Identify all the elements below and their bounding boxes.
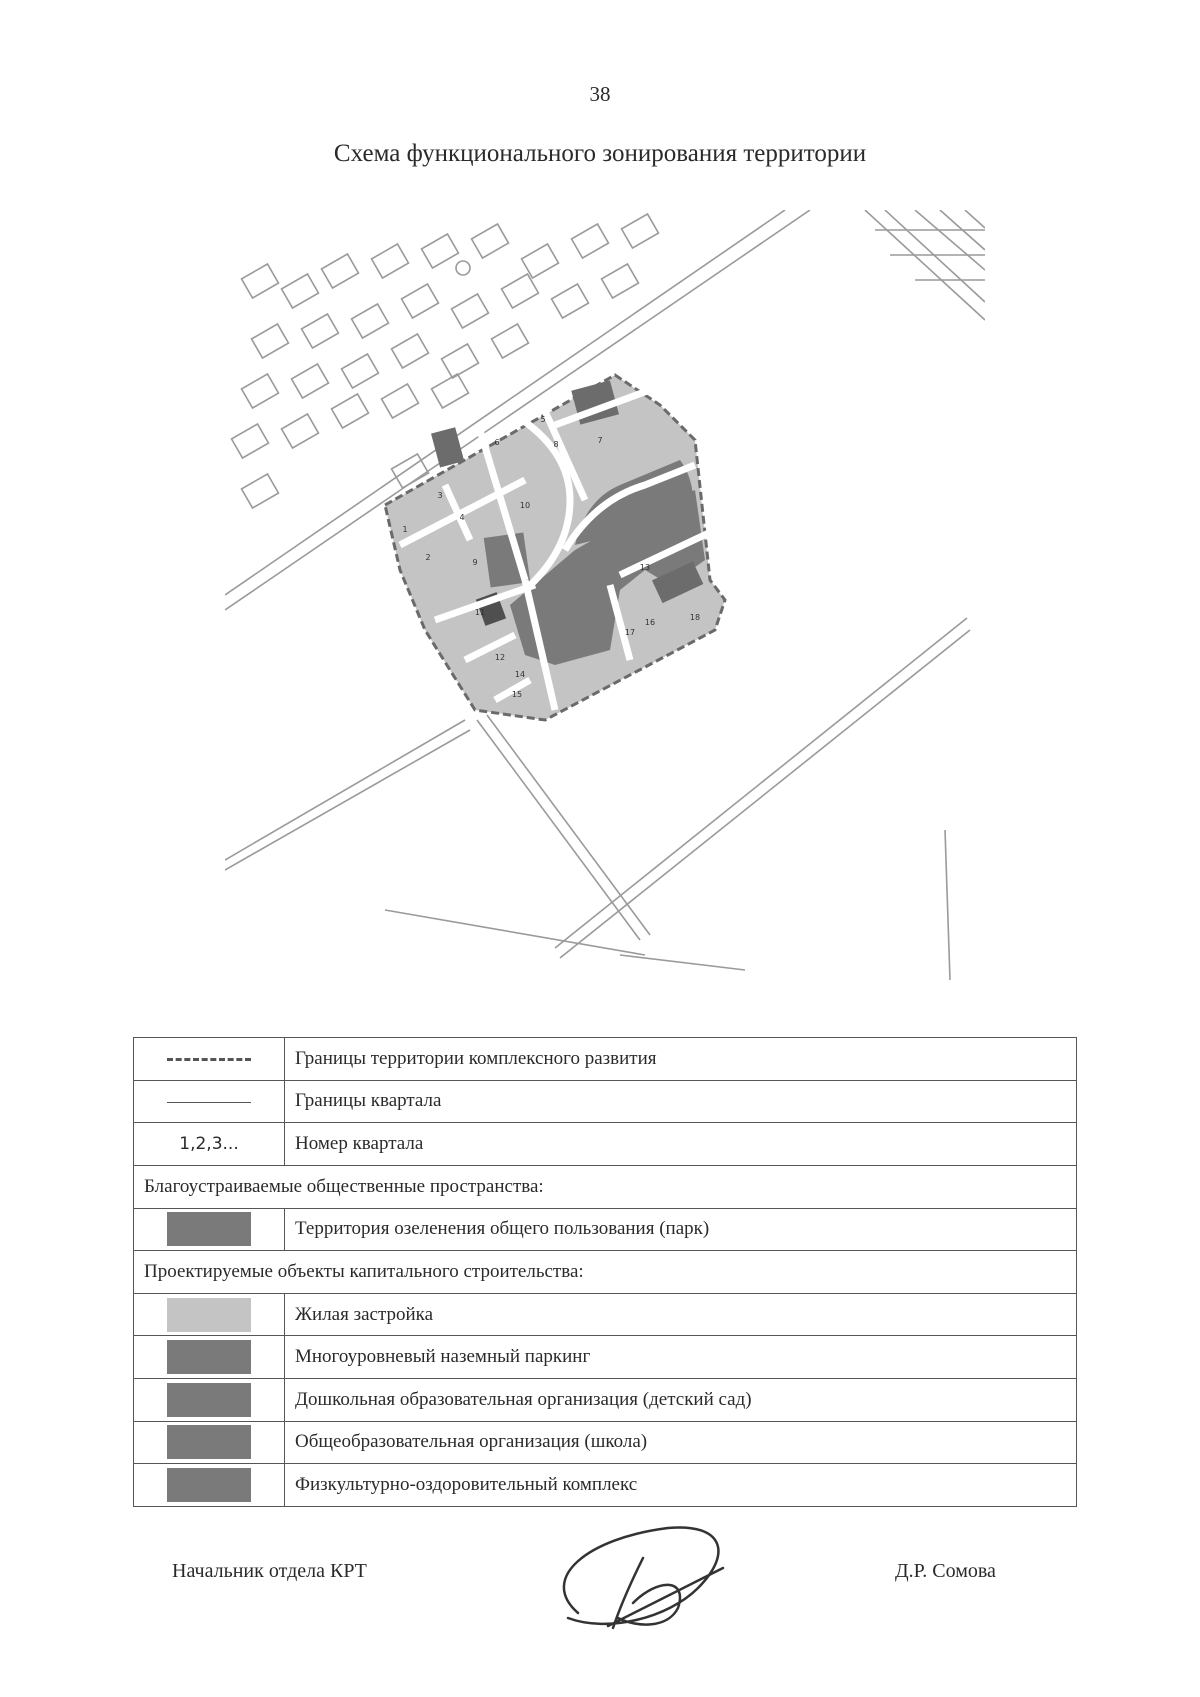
legend-label: Физкультурно-оздоровительный комплекс bbox=[285, 1464, 1077, 1507]
legend-row bbox=[134, 1208, 1077, 1251]
quarter-number: 15 bbox=[511, 690, 523, 699]
signatory-role: Начальник отдела КРТ bbox=[172, 1560, 367, 1582]
legend-label: Территория озеленения общего пользования (парк) bbox=[285, 1208, 1077, 1251]
legend-symbol bbox=[134, 1421, 285, 1464]
thin-line-icon bbox=[167, 1102, 251, 1103]
quarter-number: 8 bbox=[553, 440, 559, 449]
legend-symbol bbox=[134, 1336, 285, 1379]
quarter-number: 17 bbox=[624, 628, 636, 637]
legend-row bbox=[134, 1379, 1077, 1422]
zoning-map bbox=[225, 210, 985, 980]
legend-row bbox=[134, 1123, 1077, 1166]
legend-label: Жилая застройка bbox=[285, 1293, 1077, 1336]
quarter-number: 7 bbox=[597, 436, 603, 445]
legend-symbol bbox=[134, 1080, 285, 1123]
residential-swatch-icon bbox=[167, 1298, 251, 1332]
quarter-number: 2 bbox=[425, 553, 431, 562]
quarter-number: 13 bbox=[639, 563, 651, 572]
page-title: Схема функционального зонирования территории bbox=[333, 140, 867, 167]
park-swatch-icon bbox=[167, 1212, 251, 1246]
quarter-number: 12 bbox=[494, 653, 506, 662]
quarter-number: 10 bbox=[519, 501, 531, 510]
legend-label: Границы квартала bbox=[285, 1080, 1077, 1123]
legend-row bbox=[134, 1421, 1077, 1464]
legend-symbol bbox=[134, 1464, 285, 1507]
page-number: 38 bbox=[589, 82, 611, 106]
legend-section bbox=[134, 1165, 1077, 1208]
legend-table bbox=[133, 1037, 1077, 1507]
legend-symbol bbox=[134, 1123, 285, 1166]
dashed-line-icon bbox=[167, 1058, 251, 1061]
legend-label: Номер квартала bbox=[285, 1123, 1077, 1166]
quarter-number: 9 bbox=[472, 558, 478, 567]
legend-symbol bbox=[134, 1379, 285, 1422]
quarter-number: 16 bbox=[644, 618, 656, 627]
quarter-number: 18 bbox=[689, 613, 701, 622]
zoning-map-drawing bbox=[225, 210, 985, 980]
handwritten-signature bbox=[548, 1518, 738, 1643]
legend-label: Дошкольная образовательная организация (детский сад) bbox=[285, 1379, 1077, 1422]
legend-section-title: Благоустраиваемые общественные пространства: bbox=[134, 1165, 1077, 1208]
legend-symbol bbox=[134, 1038, 285, 1081]
development-territory bbox=[385, 375, 725, 720]
legend-label: Границы территории комплексного развития bbox=[285, 1038, 1077, 1081]
legend-section bbox=[134, 1251, 1077, 1294]
sports-complex-swatch-icon bbox=[167, 1468, 251, 1502]
legend-symbol-text: 1,2,3... bbox=[179, 1134, 239, 1155]
signatory-name: Д.Р. Сомова bbox=[895, 1560, 996, 1582]
legend-label: Общеобразовательная организация (школа) bbox=[285, 1421, 1077, 1464]
quarter-number: 5 bbox=[540, 415, 546, 424]
legend-row bbox=[134, 1038, 1077, 1081]
parking-swatch-icon bbox=[167, 1340, 251, 1374]
legend-row bbox=[134, 1080, 1077, 1123]
legend-symbol bbox=[134, 1293, 285, 1336]
legend-label: Многоуровневый наземный паркинг bbox=[285, 1336, 1077, 1379]
legend-row bbox=[134, 1336, 1077, 1379]
quarter-number: 6 bbox=[494, 438, 500, 447]
quarter-number: 1 bbox=[402, 525, 408, 534]
quarter-number: 3 bbox=[437, 491, 443, 500]
legend-symbol bbox=[134, 1208, 285, 1251]
legend-row bbox=[134, 1464, 1077, 1507]
quarter-number: 11 bbox=[474, 608, 486, 617]
school-swatch-icon bbox=[167, 1425, 251, 1459]
legend-section-title: Проектируемые объекты капитального строительства: bbox=[134, 1251, 1077, 1294]
legend-row bbox=[134, 1293, 1077, 1336]
quarter-number: 14 bbox=[514, 670, 526, 679]
quarter-number: 4 bbox=[459, 513, 465, 522]
kindergarten-swatch-icon bbox=[167, 1383, 251, 1417]
